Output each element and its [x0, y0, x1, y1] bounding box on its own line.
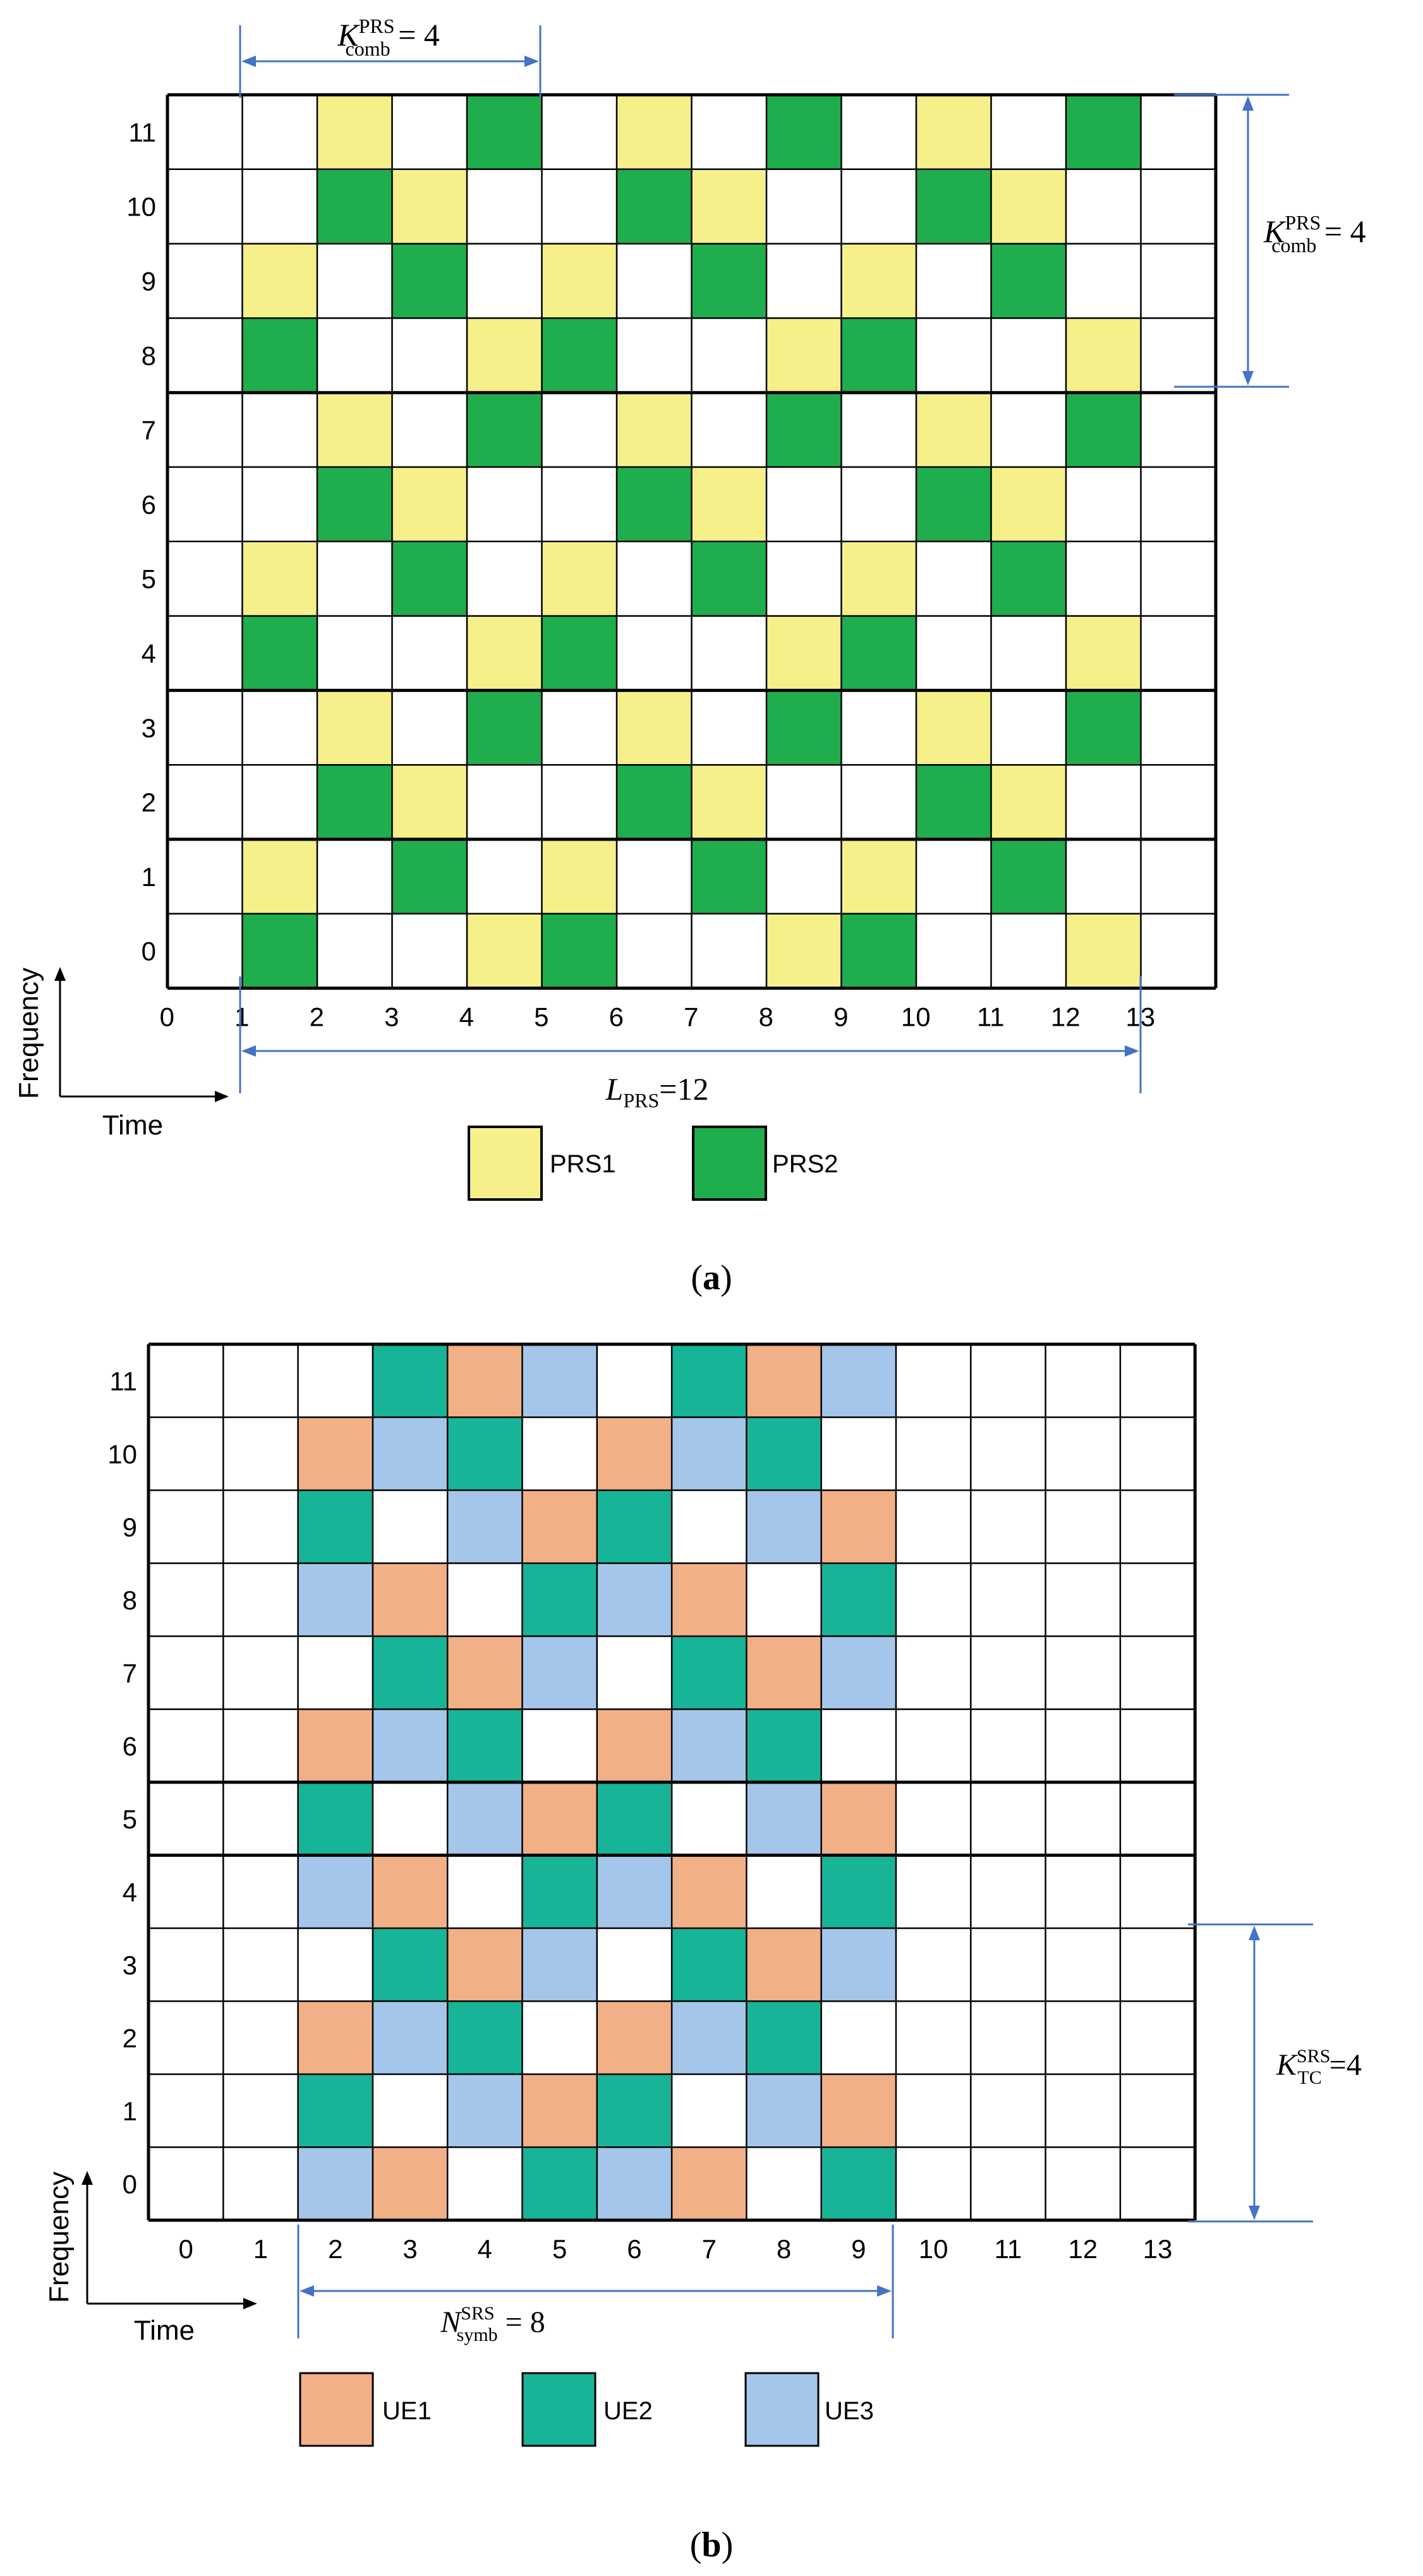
grid-cell-ue2 [298, 1490, 373, 1564]
grid-cell-ue3 [597, 2148, 672, 2221]
grid-cell-ue3 [746, 1490, 821, 1564]
grid-cell-prs2 [842, 318, 917, 392]
grid-cell-prs1 [467, 914, 542, 988]
x-tick-label: 6 [627, 2234, 642, 2264]
grid-cell-ue2 [746, 2002, 821, 2075]
y-tick-label: 11 [109, 1366, 137, 1396]
legend-swatch-prs2 [693, 1127, 766, 1200]
grid-cell-prs1 [766, 318, 842, 392]
y-tick-label: 8 [122, 1585, 137, 1615]
x-tick-label: 2 [328, 2234, 343, 2264]
grid-cell-prs1 [766, 616, 842, 691]
grid-cell-ue3 [821, 1636, 896, 1710]
grid-cell-ue3 [672, 1710, 746, 1783]
panel-a-lprs-label: $L_{PRS}=12$ [605, 1071, 709, 1112]
grid-cell-ue1 [523, 1782, 597, 1856]
x-tick-label: 5 [552, 2234, 567, 2264]
grid-cell-ue3 [373, 1418, 447, 1491]
grid-cell-prs2 [991, 839, 1067, 914]
panel-a-frequency-arrowhead [54, 967, 66, 981]
panel-b-srs-grid [44, 1344, 1362, 2565]
grid-cell-ue1 [523, 1490, 597, 1564]
grid-cell-ue1 [298, 1710, 373, 1783]
grid-cell-ue1 [447, 1344, 522, 1418]
grid-cell-prs1 [991, 169, 1067, 244]
x-tick-label: 7 [684, 1002, 699, 1032]
y-tick-label: 5 [122, 1804, 137, 1834]
grid-cell-prs2 [392, 542, 468, 616]
panel-b-nsymb-label: $N^{SRS}$ symb = 8 [440, 2303, 545, 2345]
x-tick-label: 0 [159, 1002, 174, 1032]
grid-cell-prs2 [842, 616, 917, 691]
grid-cell-ue2 [373, 1636, 447, 1710]
grid-cell-prs1 [542, 839, 617, 914]
y-tick-label: 10 [107, 1439, 137, 1469]
y-tick-label: 0 [122, 2169, 137, 2199]
grid-cell-ue2 [447, 1710, 522, 1783]
grid-cell-ue2 [746, 1418, 821, 1491]
grid-cell-ue3 [298, 2148, 373, 2221]
grid-cell-prs1 [916, 690, 991, 765]
grid-cell-prs2 [842, 914, 917, 988]
grid-cell-ue1 [746, 1636, 821, 1710]
grid-cell-ue1 [821, 1490, 896, 1564]
grid-cell-ue3 [746, 2074, 821, 2148]
y-tick-label: 7 [122, 1658, 137, 1688]
panel-b-time-label: Time [133, 2315, 195, 2346]
grid-cell-prs1 [916, 95, 991, 169]
legend-label-prs1: PRS1 [550, 1150, 616, 1178]
grid-cell-prs2 [991, 244, 1067, 319]
grid-cell-prs1 [243, 542, 318, 616]
grid-cell-prs1 [392, 467, 468, 542]
grid-cell-ue3 [597, 1856, 672, 1929]
grid-cell-prs2 [692, 542, 767, 616]
grid-cell-ue3 [447, 2074, 522, 2148]
y-tick-label: 9 [141, 266, 156, 296]
legend-label-ue1: UE1 [382, 2397, 432, 2425]
grid-cell-ue1 [672, 1564, 746, 1637]
panel-b-ktc-label: $K^{SRS}$ TC =4 [1276, 2046, 1362, 2088]
x-tick-label: 2 [309, 1002, 324, 1032]
grid-cell-prs2 [766, 392, 842, 467]
grid-cell-ue1 [672, 2148, 746, 2221]
grid-cell-prs2 [243, 914, 318, 988]
legend-swatch-ue2 [523, 2373, 595, 2446]
x-tick-label: 3 [384, 1002, 399, 1032]
grid-cell-prs1 [692, 169, 767, 244]
x-tick-label: 9 [851, 2234, 866, 2264]
grid-cell-ue3 [746, 1782, 821, 1856]
legend-swatch-ue3 [746, 2373, 818, 2446]
grid-cell-prs2 [1066, 690, 1141, 765]
grid-cell-prs2 [617, 169, 692, 244]
grid-cell-prs1 [467, 616, 542, 691]
grid-cell-ue2 [298, 1782, 373, 1856]
grid-cell-ue2 [672, 1928, 746, 2002]
grid-cell-ue2 [298, 2074, 373, 2148]
panel-b-nsymb-dimension [298, 2225, 893, 2338]
grid-cell-ue3 [672, 2002, 746, 2075]
grid-cell-ue3 [447, 1782, 522, 1856]
grid-cell-prs2 [542, 914, 617, 988]
y-tick-label: 1 [141, 861, 156, 892]
panel-a-kcomb-right-label: $K^{PRS}$ comb = 4 [1264, 211, 1366, 257]
legend-label-ue2: UE2 [603, 2397, 653, 2425]
grid-cell-prs2 [1066, 392, 1141, 467]
x-tick-label: 10 [900, 1002, 931, 1032]
grid-cell-ue2 [447, 2002, 522, 2075]
grid-cell-prs1 [1066, 914, 1141, 988]
grid-cell-ue3 [821, 1928, 896, 2002]
y-tick-label: 1 [122, 2096, 137, 2126]
grid-cell-ue1 [298, 2002, 373, 2075]
grid-cell-prs1 [617, 95, 692, 169]
panel-a-time-label: Time [102, 1110, 164, 1141]
grid-cell-ue2 [597, 1490, 672, 1564]
legend-swatch-ue1 [300, 2373, 373, 2446]
y-tick-label: 5 [141, 564, 156, 594]
grid-cell-ue1 [298, 1418, 373, 1491]
grid-cell-prs1 [542, 244, 617, 319]
x-tick-label: 4 [477, 2234, 493, 2264]
grid-cell-ue3 [672, 1418, 746, 1491]
x-tick-label: 6 [609, 1002, 624, 1032]
legend-label-ue3: UE3 [825, 2397, 874, 2425]
grid-cell-ue3 [373, 1710, 447, 1783]
grid-cell-prs2 [692, 839, 767, 914]
x-tick-label: 5 [534, 1002, 549, 1032]
grid-cell-ue2 [672, 1344, 746, 1418]
grid-cell-ue2 [523, 1856, 597, 1929]
grid-cell-prs2 [916, 467, 991, 542]
grid-cell-ue2 [523, 1564, 597, 1637]
grid-cell-ue2 [447, 1418, 522, 1491]
panel-b-y-tick-labels [107, 1366, 137, 2199]
panel-a-time-arrowhead [215, 1091, 229, 1102]
y-tick-label: 4 [122, 1877, 137, 1907]
panel-a-legend [469, 1127, 839, 1200]
grid-cell-prs1 [842, 542, 917, 616]
grid-cell-prs2 [467, 95, 542, 169]
x-tick-label: 10 [918, 2234, 948, 2264]
y-tick-label: 3 [122, 1950, 137, 1980]
x-tick-label: 12 [1068, 2234, 1098, 2264]
grid-cell-prs1 [692, 765, 767, 839]
y-tick-label: 11 [128, 117, 156, 147]
y-tick-label: 7 [141, 415, 156, 446]
x-tick-label: 13 [1125, 1002, 1156, 1032]
legend-swatch-prs1 [469, 1127, 542, 1200]
grid-cell-ue1 [597, 1710, 672, 1783]
grid-cell-prs1 [542, 542, 617, 616]
grid-cell-ue2 [821, 2148, 896, 2221]
x-tick-label: 8 [776, 2234, 792, 2264]
grid-cell-ue1 [746, 1928, 821, 2002]
grid-cell-ue1 [672, 1856, 746, 1929]
grid-cell-ue2 [821, 1856, 896, 1929]
grid-cell-prs1 [617, 392, 692, 467]
y-tick-label: 3 [141, 713, 156, 743]
grid-cell-prs2 [916, 169, 991, 244]
grid-cell-ue3 [373, 2002, 447, 2075]
grid-cell-prs2 [467, 690, 542, 765]
grid-cell-prs2 [916, 765, 991, 839]
grid-cell-ue1 [373, 1564, 447, 1637]
grid-cell-prs2 [617, 467, 692, 542]
grid-cell-prs2 [766, 95, 842, 169]
grid-cell-prs1 [617, 690, 692, 765]
y-tick-label: 8 [141, 341, 156, 371]
legend-label-prs2: PRS2 [772, 1150, 839, 1178]
grid-cell-ue3 [447, 1490, 522, 1564]
grid-cell-ue3 [298, 1856, 373, 1929]
grid-cell-ue1 [597, 2002, 672, 2075]
y-tick-label: 2 [141, 787, 156, 818]
grid-cell-ue1 [373, 1856, 447, 1929]
panel-a-caption: (a) [691, 1258, 732, 1297]
grid-cell-prs2 [317, 467, 392, 542]
grid-cell-prs1 [991, 765, 1067, 839]
panel-a-prs-grid [13, 15, 1366, 1297]
grid-cell-prs1 [916, 392, 991, 467]
grid-cell-prs2 [542, 318, 617, 392]
grid-cell-ue2 [672, 1636, 746, 1710]
panel-a-x-tick-labels [160, 1002, 1156, 1032]
grid-cell-ue1 [447, 1928, 522, 2002]
y-tick-label: 6 [141, 489, 156, 519]
grid-cell-ue3 [523, 1344, 597, 1418]
grid-cell-prs2 [317, 169, 392, 244]
y-tick-label: 2 [122, 2023, 137, 2053]
panel-b-legend [300, 2373, 874, 2446]
y-tick-label: 10 [126, 191, 156, 222]
panel-b-frequency-label: Frequency [44, 2172, 75, 2303]
grid-cell-prs1 [392, 765, 468, 839]
y-tick-label: 4 [141, 638, 156, 669]
grid-cell-prs1 [842, 244, 917, 319]
grid-cell-ue2 [746, 1710, 821, 1783]
grid-cell-ue3 [298, 1564, 373, 1637]
grid-cell-prs1 [317, 392, 392, 467]
grid-cell-prs2 [1066, 95, 1141, 169]
grid-cell-prs2 [467, 392, 542, 467]
grid-cell-ue2 [523, 2148, 597, 2221]
grid-cell-ue3 [821, 1344, 896, 1418]
y-tick-label: 9 [122, 1512, 137, 1542]
grid-cell-ue1 [746, 1344, 821, 1418]
grid-cell-prs2 [991, 542, 1067, 616]
x-tick-label: 12 [1050, 1002, 1081, 1032]
grid-cell-prs1 [392, 169, 468, 244]
x-tick-label: 4 [459, 1002, 474, 1032]
grid-cell-ue3 [523, 1928, 597, 2002]
x-tick-label: 1 [253, 2234, 269, 2264]
grid-cell-ue3 [523, 1636, 597, 1710]
grid-cell-prs2 [617, 765, 692, 839]
x-tick-label: 7 [701, 2234, 717, 2264]
x-tick-label: 0 [178, 2234, 193, 2264]
grid-cell-prs1 [317, 690, 392, 765]
grid-cell-ue2 [597, 1782, 672, 1856]
panel-b-x-tick-labels [178, 2234, 1172, 2264]
grid-cell-prs1 [317, 95, 392, 169]
grid-cell-prs2 [243, 318, 318, 392]
y-tick-label: 6 [122, 1731, 137, 1761]
grid-cell-ue1 [373, 2148, 447, 2221]
grid-cell-ue1 [821, 1782, 896, 1856]
grid-cell-prs1 [1066, 616, 1141, 691]
x-tick-label: 9 [833, 1002, 849, 1032]
grid-cell-ue2 [821, 1564, 896, 1637]
grid-cell-ue2 [597, 2074, 672, 2148]
grid-cell-prs2 [392, 244, 468, 319]
grid-cell-prs2 [692, 244, 767, 319]
grid-cell-ue1 [821, 2074, 896, 2148]
x-tick-label: 8 [758, 1002, 773, 1032]
grid-cell-prs2 [317, 765, 392, 839]
x-tick-label: 11 [976, 1002, 1005, 1032]
x-tick-label: 1 [234, 1002, 250, 1032]
grid-cell-ue1 [523, 2074, 597, 2148]
grid-cell-ue2 [373, 1344, 447, 1418]
grid-cell-prs1 [243, 839, 318, 914]
grid-cell-ue1 [597, 1418, 672, 1491]
grid-cell-ue3 [597, 1564, 672, 1637]
panel-a-kcomb-top-label: $K^{PRS}$ comb = 4 [337, 15, 440, 60]
grid-cell-prs1 [1066, 318, 1141, 392]
grid-cell-prs1 [842, 839, 917, 914]
grid-cell-ue1 [447, 1636, 522, 1710]
grid-cell-prs2 [392, 839, 468, 914]
grid-cell-prs2 [243, 616, 318, 691]
y-tick-label: 0 [141, 936, 156, 966]
grid-cell-prs2 [766, 690, 842, 765]
grid-cell-prs1 [991, 467, 1067, 542]
grid-cell-prs1 [692, 467, 767, 542]
grid-cell-prs1 [766, 914, 842, 988]
x-tick-label: 13 [1142, 2234, 1173, 2264]
grid-cell-prs2 [542, 616, 617, 691]
grid-cell-prs1 [467, 318, 542, 392]
panel-a-frequency-label: Frequency [13, 968, 44, 1099]
grid-cell-prs1 [243, 244, 318, 319]
x-tick-label: 11 [994, 2234, 1022, 2264]
x-tick-label: 3 [403, 2234, 418, 2264]
panel-b-caption: (b) [689, 2525, 734, 2565]
grid-cell-ue2 [373, 1928, 447, 2002]
panel-a-y-tick-labels [126, 118, 156, 966]
